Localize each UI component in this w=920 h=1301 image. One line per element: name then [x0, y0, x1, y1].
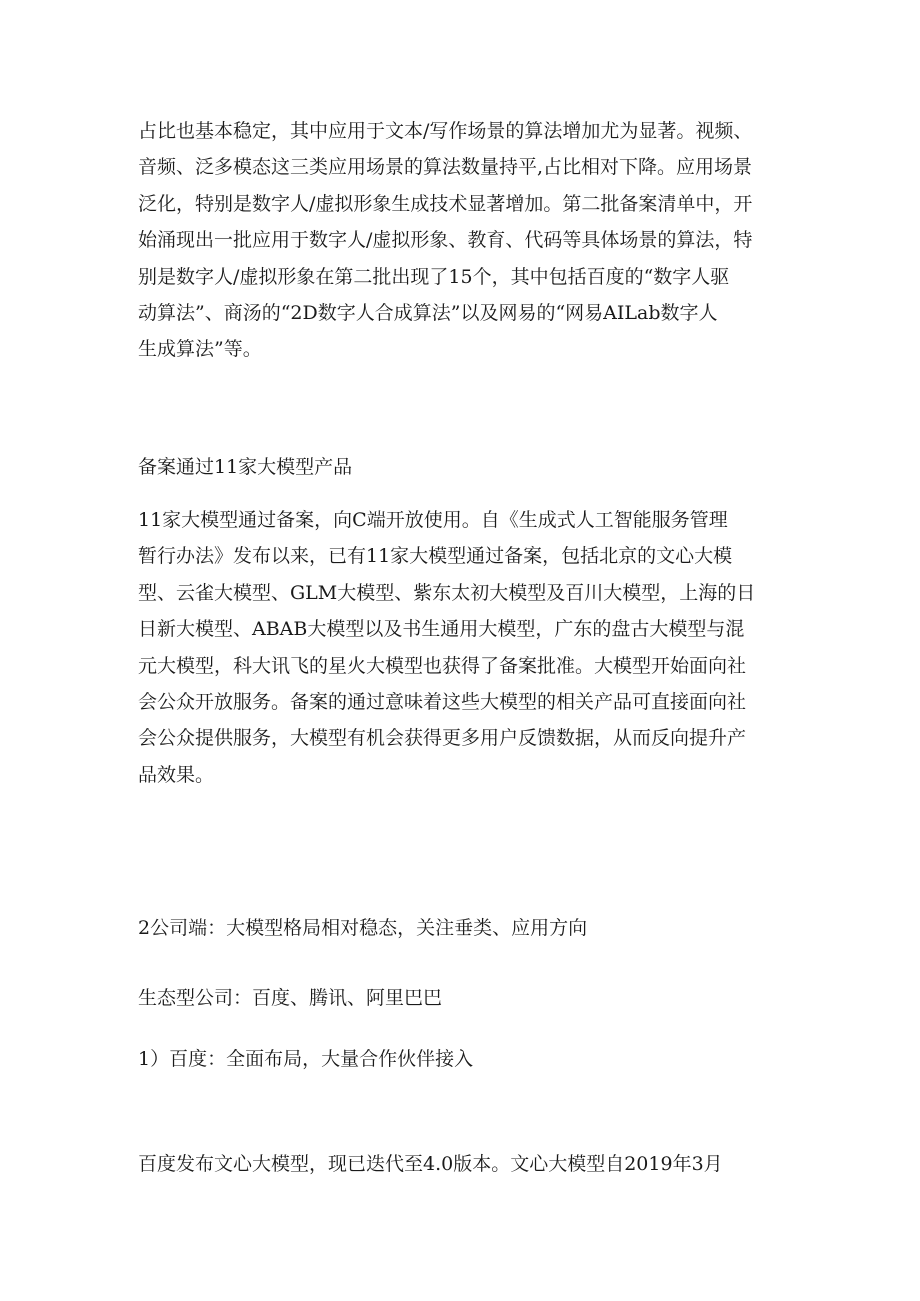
text-line: 会公众开放服务。备案的通过意味着这些大模型的相关产品可直接面向社 [138, 690, 747, 713]
paragraph-filed-models [138, 502, 788, 793]
text-line: 别是数字人/虚拟形象在第二批出现了15个，其中包括百度的“数字人驱 [138, 265, 730, 288]
text-line: 动算法”、商汤的“2D数字人合成算法”以及网易的“网易AILab数字人 [138, 301, 718, 324]
text-line: 会公众提供服务，大模型有机会获得更多用户反馈数据，从而反向提升产 [138, 727, 747, 750]
text-line: 音频、泛多模态这三类应用场景的算法数量持平,占比相对下降。应用场景 [138, 156, 753, 179]
ecosystem-companies-heading: 生态型公司：百度、腾讯、阿里巴巴 [138, 987, 443, 1009]
text-line: 泛化，特别是数字人/虚拟形象生成技术显著增加。第二批备案清单中，开 [138, 192, 753, 215]
baidu-item-heading: 1）百度：全面布局，大量合作伙伴接入 [138, 1048, 474, 1070]
text-line: 占比也基本稳定，其中应用于文本/写作场景的算法增加尤为显著。视频、 [138, 120, 753, 142]
baidu-paragraph-start: 百度发布文心大模型，现已迭代至4.0版本。文心大模型自2019年3月 [138, 1153, 723, 1175]
text-line: 暂行办法》发布以来，已有11家大模型通过备案，包括北京的文心大模 [138, 545, 733, 568]
text-line: 11家大模型通过备案，向C端开放使用。自《生成式人工智能服务管理 [138, 509, 728, 531]
paragraph-algorithm-stats [138, 113, 788, 368]
text-line: 型、云雀大模型、GLM大模型、紫东太初大模型及百川大模型，上海的日 [138, 581, 756, 604]
text-line: 品效果。 [138, 763, 215, 786]
section-heading: 2公司端：大模型格局相对稳态，关注垂类、应用方向 [138, 917, 588, 939]
text-line: 始涌现出一批应用于数字人/虚拟形象、教育、代码等具体场景的算法，特 [138, 229, 753, 252]
subheading-filed-models: 备案通过11家大模型产品 [138, 456, 353, 478]
text-line: 元大模型，科大讯飞的星火大模型也获得了备案批准。大模型开始面向社 [138, 654, 747, 677]
text-line: 日新大模型、ABAB大模型以及书生通用大模型，广东的盘古大模型与混 [138, 618, 745, 641]
text-line: 生成算法”等。 [138, 338, 262, 361]
